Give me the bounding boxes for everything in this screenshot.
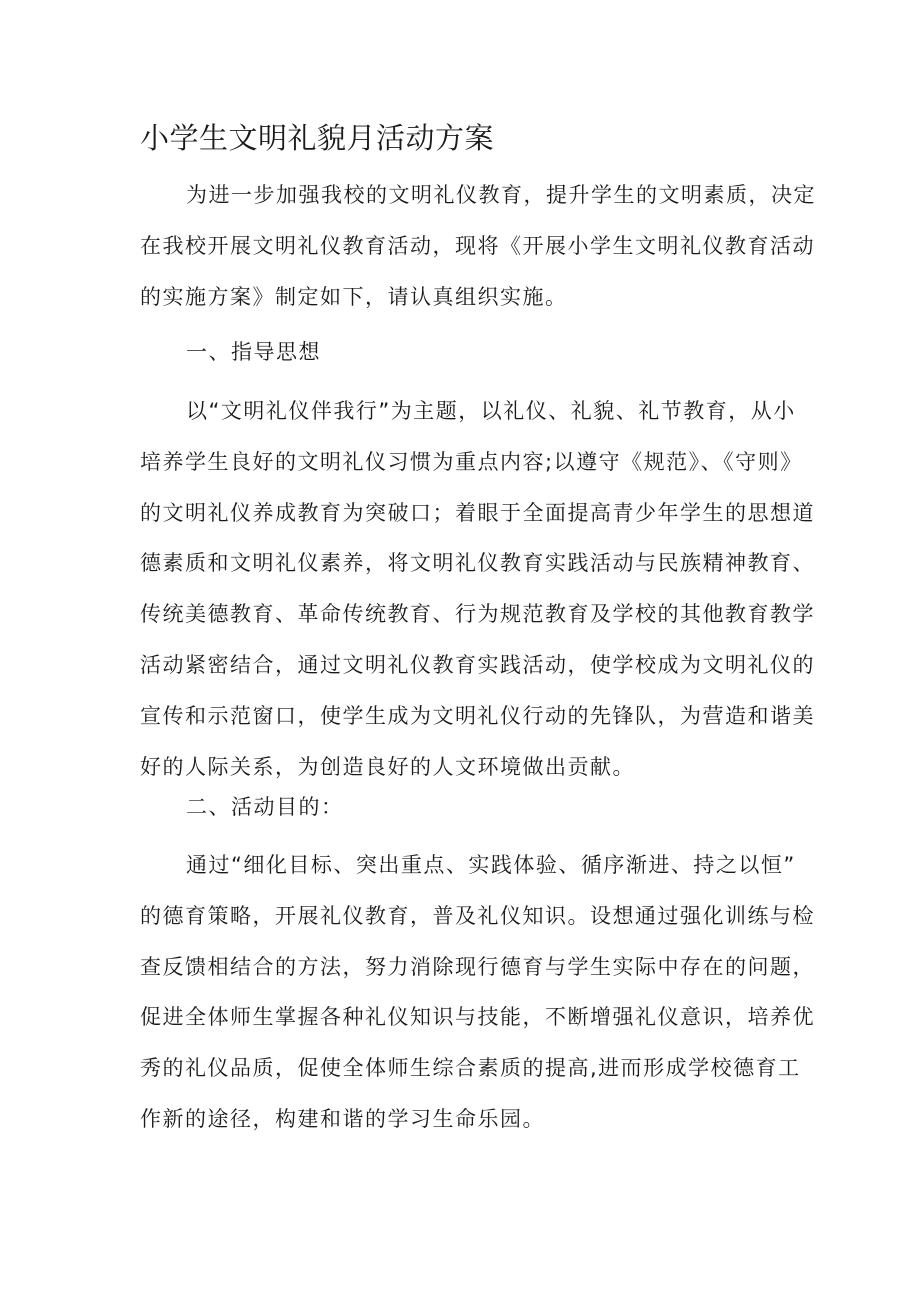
text-line: 查反馈相结合的方法，努力消除现行德育与学生实际中存在的问题， [140, 954, 815, 979]
text-line: 培养学生良好的文明礼仪习惯为重点内容;以遵守《规范》、《守则》 [140, 449, 803, 474]
section-2-paragraph [140, 840, 815, 1145]
text-line: 秀的礼仪品质，促使全体师生综合素质的提高,进而形成学校德育工 [140, 1056, 801, 1081]
text-line: 宣传和示范窗口，使学生成为文明礼仪行动的先锋队，为营造和谐美 [140, 703, 815, 728]
page-title: 小学生文明礼貌月活动方案 [140, 121, 495, 155]
section-heading: 二、活动目的： [186, 795, 344, 819]
text-line: 为进一步加强我校的文明礼仪教育，提升学生的文明素质，决定 [186, 183, 816, 207]
section-1-paragraph [140, 386, 815, 792]
section-1 [140, 327, 790, 378]
section-heading: 一、指导思想 [186, 340, 321, 364]
text-line: 通过“细化目标、突出重点、实践体验、循序渐进、持之以恒” [186, 853, 796, 877]
text-line: 好的人际关系，为创造良好的人文环境做出贡献。 [140, 754, 635, 779]
text-line: 以“文明礼仪伴我行”为主题，以礼仪、礼貌、礼节教育，从小 [186, 399, 796, 423]
text-line: 的实施方案》制定如下，请认真组织实施。 [140, 284, 568, 309]
text-line: 的德育策略，开展礼仪教育，普及礼仪知识。设想通过强化训练与检 [140, 903, 815, 928]
text-line: 传统美德教育、革命传统教育、行为规范教育及学校的其他教育教学 [140, 602, 815, 627]
text-line: 作新的途径，构建和谐的学习生命乐园。 [140, 1106, 545, 1131]
text-line: 促进全体师生掌握各种礼仪知识与技能，不断增强礼仪意识，培养优 [140, 1005, 815, 1030]
text-line: 德素质和文明礼仪素养，将文明礼仪教育实践活动与民族精神教育、 [140, 551, 815, 576]
section-2 [140, 782, 790, 833]
text-line: 在我校开展文明礼仪教育活动，现将《开展小学生文明礼仪教育活动 [140, 233, 815, 258]
intro-paragraph [140, 170, 816, 322]
text-line: 的文明礼仪养成教育为突破口；着眼于全面提高青少年学生的思想道 [140, 500, 815, 525]
text-line: 活动紧密结合，通过文明礼仪教育实践活动，使学校成为文明礼仪的 [140, 652, 815, 677]
